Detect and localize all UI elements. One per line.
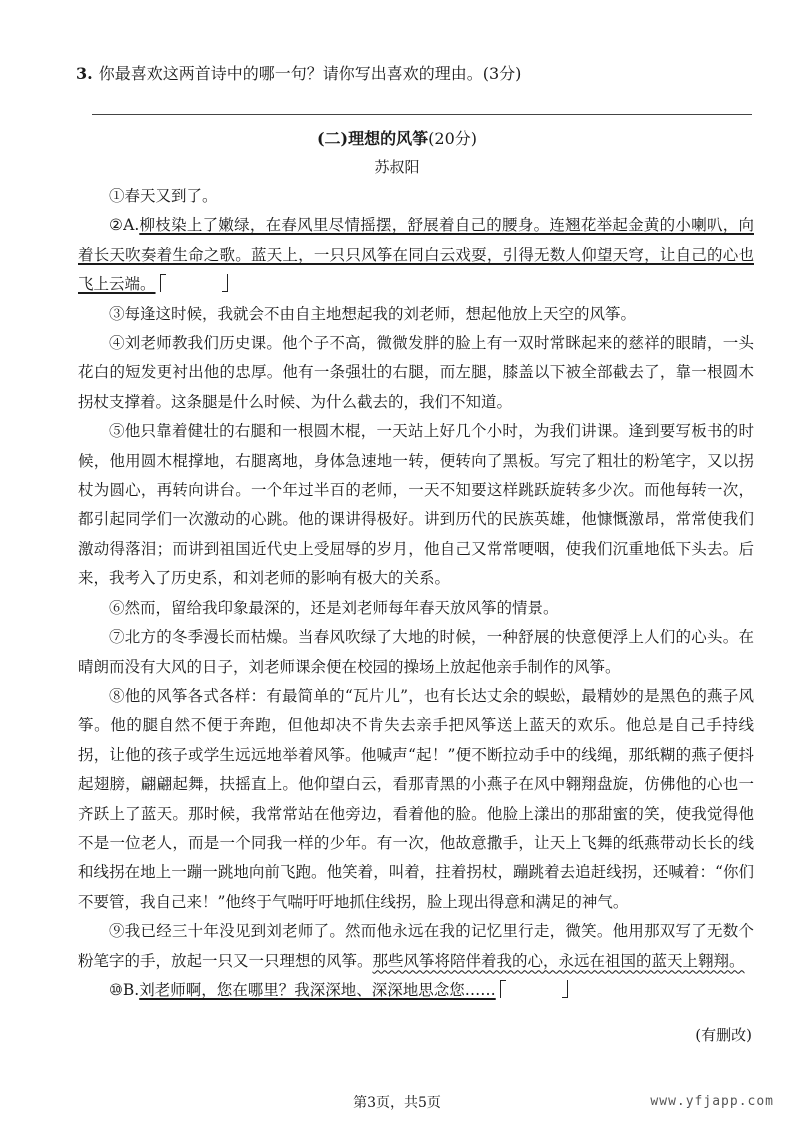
paragraph-3: ③每逢这时候，我就会不由自主地想起我的刘老师，想起他放上天空的风筝。 [109,304,637,323]
question-number: 3. [76,64,93,83]
section-title [0,126,794,149]
paragraph-8: ⑧他的风筝各式各样：有最简单的“瓦片儿”，也有长达丈余的蜈蚣，最精妙的是黑色的燕子风筝。他的腿自然不便于奔跑，但他却决不肯失去亲手把风筝送上蓝天的欢乐。他总是自己手持线拐，让他的孩子或学生远远地举着风筝。他喊声“起！”便不断拉动手中的线绳，那纸糊的燕子便抖起翅膀，翩翩起舞，扶摇直上。他仰望白云，看那青黑的小燕子在风中翱翔盘旋，仿佛他的心也一齐跃上了蓝天。那时候，我常常站在他旁边，看着他的脸。他脸上漾出的那甜蜜的笑，使我觉得他不是一位老人，而是一个同我一样的少年。有一次，他故意撒手，让天上飞舞的纸燕带动长长的线和线拐在地上一蹦一跳地向前飞跑。他笑着，叫着，拄着拐杖，蹦跳着去追赶线拐，还喊着：“你们不要管，我自己来！”他终于气喘吁吁地抓住线拐，脸上现出得意和满足的神气。 [78,686,754,911]
paragraph-7: ⑦北方的冬季漫长而枯燥。当春风吹绿了大地的时候，一种舒展的快意便浮上人们的心头。在晴朗而没有大风的日子，刘老师课余便在校园的操场上放起他亲手制作的风筝。 [78,628,754,676]
source-note: (有删改) [695,1026,752,1044]
watermark: www.yfjapp.com [650,1094,774,1109]
question-text: 你最喜欢这两首诗中的哪一句？请你写出喜欢的理由。(3分) [98,64,522,83]
paragraph-10-label: ⑩B. [109,980,140,999]
answer-blank-b[interactable] [500,980,568,998]
paragraph-5: ⑤他只靠着健壮的右腿和一根圆木棍，一天站上好几个小时，为我们讲课。逢到要写板书的时候，他用圆木棍撑地，右腿离地，身体急速地一转，便转向了黑板。写完了粗壮的粉笔字，又以拐杖为圆心，再转向讲台。一个年过半百的老师，一天不知要这样跳跃旋转多少次。而他每转一次，都引起同学们一次激动的心跳。他的课讲得极好。讲到历代的民族英雄，他慷慨激昂，常常使我们激动得落泪；而讲到祖国近代史上受屈辱的岁月，他自己又常常哽咽，使我们沉重地低下头去。后来，我考入了历史系，和刘老师的影响有极大的关系。 [78,422,754,588]
paragraph-1: ①春天又到了。 [109,187,218,205]
paragraph-9 [78,917,754,976]
paragraph-4: ④刘老师教我们历史课。他个子不高，微微发胖的脸上有一双时常眯起来的慈祥的眼睛，一头花白的短发更衬出他的忠厚。他有一条强壮的右腿，而左腿，膝盖以下被全部截去了，靠一根圆木拐杖支撑着。这条腿是什么时候、为什么截去的，我们不知道。 [78,334,754,411]
page-footer: 第3页，共5页 [353,1095,441,1111]
question-3 [76,62,756,86]
article-author: 苏叔阳 [374,158,420,176]
answer-blank-a[interactable] [160,274,228,292]
paragraph-2-underlined: 柳枝染上了嫩绿，在春风里尽情摇摆，舒展着自己的腰身。连翘花举起金黄的小喇叭，向着长天吹奏着生命之歌。蓝天上，一只只风筝在同白云戏耍，引得无数人仰望天穹，让自己的心也飞上云端。 [78,216,754,294]
paragraph-9-text: ⑨我已经三十年没见到刘老师了。然而他永远在我的记忆里行走，微笑。他用那双写了无数个粉笔字的手，放起一只又一只理想的风筝。 [78,922,754,970]
section-score: (20分) [428,129,477,148]
article-title: (二)理想的风筝 [316,129,429,148]
section-divider [92,114,752,115]
paragraph-9-wavy: 那些风筝将陪伴着我的心，永远在祖国的蓝天上翱翔。 [372,951,745,970]
paragraph-2-label: ②A. [109,216,140,235]
paragraph-6: ⑥然而，留给我印象最深的，还是刘老师每年春天放风筝的情景。 [109,598,559,617]
paragraph-10 [78,976,754,1005]
paragraph-10-underlined: 刘老师啊，您在哪里？我深深地、深深地思念您…… [139,980,496,999]
article-body [78,182,754,1005]
paragraph-2 [78,211,754,299]
